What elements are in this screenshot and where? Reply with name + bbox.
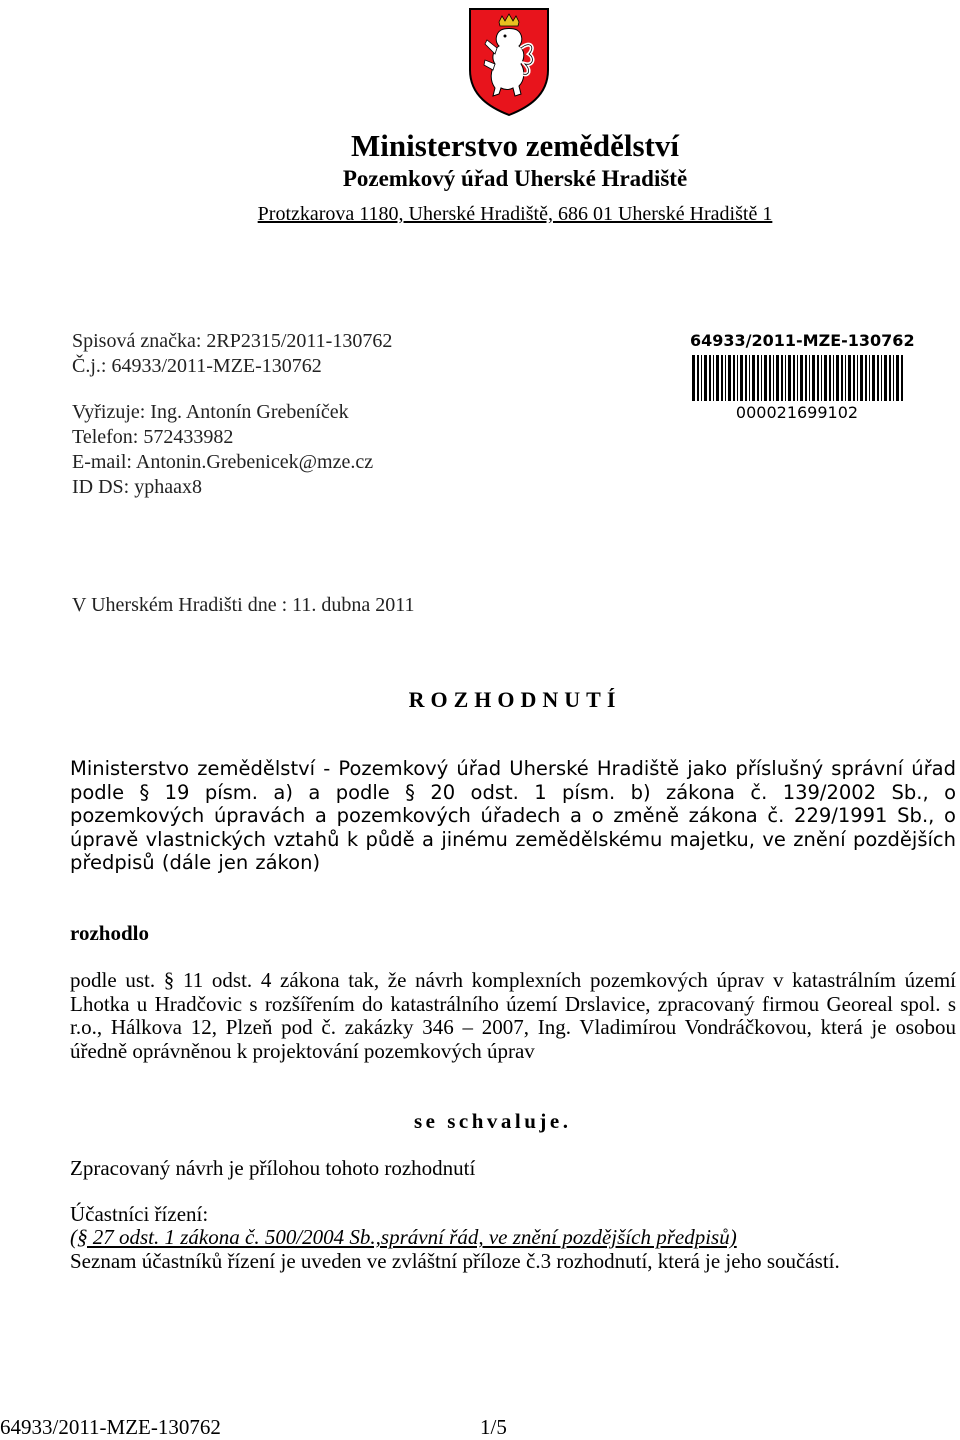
decided-label: rozhodlo bbox=[70, 921, 149, 945]
handled-by: Vyřizuje: Ing. Antonín Grebeníček bbox=[72, 401, 349, 423]
participants-list-note: Seznam účastníků řízení je uveden ve zvláštní příloze č.3 rozhodnutí, která je jeho součástí. bbox=[70, 1249, 840, 1273]
page-number: 1/5 bbox=[480, 1415, 507, 1439]
attachment-note: Zpracovaný návrh je přílohou tohoto rozhodnutí bbox=[70, 1156, 476, 1180]
document-title: ROZHODNUTÍ bbox=[408, 687, 622, 712]
decision-paragraph: podle ust. § 11 odst. 4 zákona tak, že návrh komplexních pozemkových úprav v katastrálním území Lhotka u Hradčovic s rozšířením do katastrálního území Drslavice, zpracovaný firmou Georeal spol. s r.o., Hálkova 12, Plzeň pod č. zakázky 346 – 2007, Ing. Vladimírou Vondráčkovou, která je osobou úředně oprávněnou k projektování pozemkových úprav bbox=[70, 968, 956, 1063]
email: E-mail: Antonin.Grebenicek@mze.cz bbox=[72, 451, 374, 473]
ministry-name: Ministerstvo zemědělství bbox=[351, 128, 679, 163]
participants-legal-reference bbox=[70, 1225, 737, 1250]
participants-heading: Účastníci řízení: bbox=[70, 1202, 209, 1226]
barcode-icon bbox=[690, 355, 904, 401]
barcode bbox=[690, 331, 915, 427]
office-name: Pozemkový úřad Uherské Hradiště bbox=[342, 166, 688, 191]
file-mark: Spisová značka: 2RP2315/2011-130762 bbox=[72, 330, 393, 352]
phone: Telefon: 572433982 bbox=[72, 426, 234, 448]
footer-reference: 64933/2011-MZE-130762 bbox=[0, 1415, 221, 1439]
barcode-bottom-text: 000021699102 bbox=[735, 403, 859, 422]
office-address-text: Protzkarova 1180, Uherské Hradiště, 686 01 Uherské Hradiště 1 bbox=[257, 203, 773, 225]
reference-number: Č.j.: 64933/2011-MZE-130762 bbox=[72, 355, 322, 377]
data-box-id: ID DS: yphaax8 bbox=[72, 476, 202, 498]
participants-legal-reference-text: (§ 27 odst. 1 zákona č. 500/2004 Sb.,správní řád, ve znění pozdějších předpisů) bbox=[70, 1225, 737, 1249]
barcode-top-text: 64933/2011-MZE-130762 bbox=[690, 331, 915, 350]
czech-coat-of-arms-icon bbox=[469, 8, 549, 116]
approved-statement: se schvaluje. bbox=[414, 1109, 572, 1133]
date-line: V Uherském Hradišti dne : 11. dubna 2011 bbox=[72, 594, 415, 616]
intro-paragraph: Ministerstvo zemědělství - Pozemkový úřad Uherské Hradiště jako příslušný správní úřad podle § 19 písm. a) a podle § 20 odst. 1 písm. b) zákona č. 139/2002 Sb., o pozemkových úpravách a pozemkových úřadech a o změně zákona č. 229/1991 Sb., o úpravě vlastnických vztahů k půdě a jinému zemědělskému majetku, ve znění pozdějších předpisů (dále jen zákon) bbox=[70, 757, 956, 874]
office-address bbox=[0, 203, 960, 226]
